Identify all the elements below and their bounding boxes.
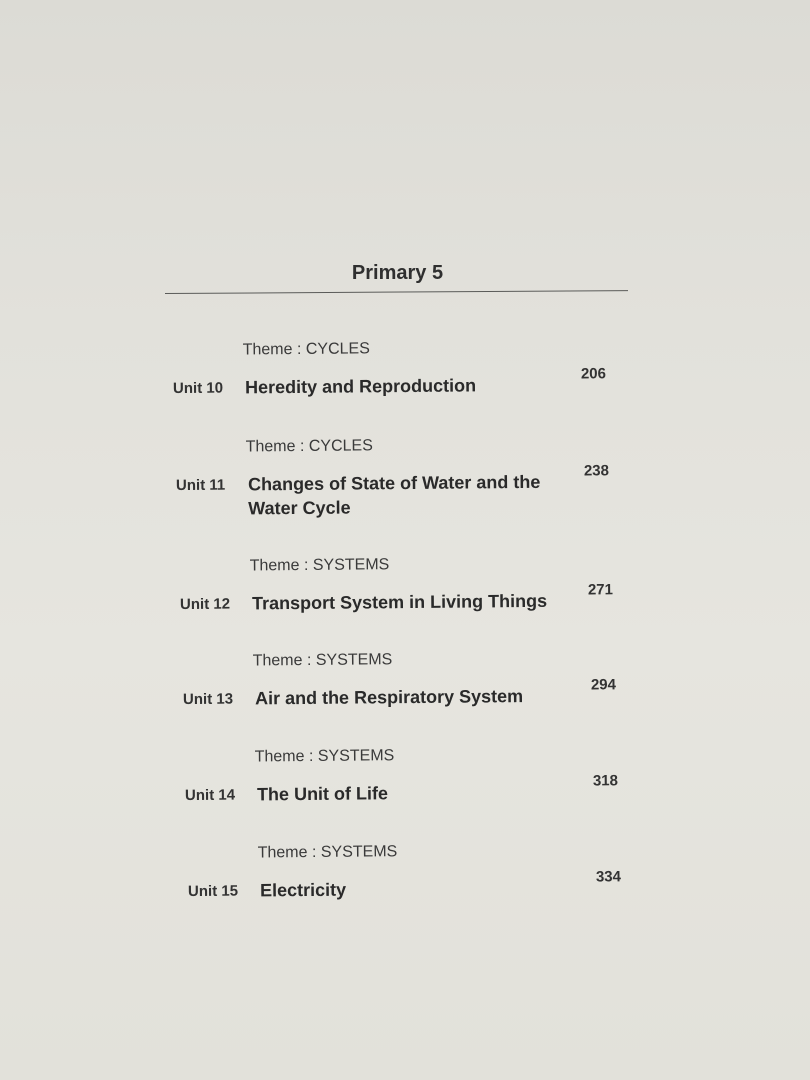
unit-title: Electricity (259, 879, 347, 901)
unit-number: Unit 12 (179, 595, 231, 614)
theme-label: Theme : SYSTEMS (257, 843, 398, 862)
theme-label: Theme : SYSTEMS (249, 556, 390, 575)
unit-number: Unit 10 (172, 379, 224, 398)
toc-entry-unit-11 (176, 435, 647, 529)
page-number: 271 (587, 581, 614, 599)
unit-number: Unit 11 (175, 476, 226, 495)
toc-entry-unit-10 (173, 338, 644, 432)
toc-entry-unit-13 (183, 649, 654, 743)
unit-number: Unit 14 (184, 786, 236, 805)
unit-title: Changes of State of Water and the Water Cycle (247, 471, 541, 519)
page-number: 294 (590, 676, 617, 694)
theme-label: Theme : CYCLES (245, 437, 373, 456)
toc-entry-unit-14 (185, 745, 656, 839)
toc-entry-unit-15 (188, 841, 659, 935)
unit-title: Transport System in Living Things (251, 590, 548, 614)
toc-entry-unit-12 (180, 554, 651, 648)
unit-title: The Unit of Life (256, 783, 389, 805)
page-title: Primary 5 (351, 262, 444, 284)
unit-number: Unit 13 (182, 690, 234, 709)
unit-title: Heredity and Reproduction (244, 375, 477, 398)
page-number: 206 (580, 365, 607, 383)
page-number: 318 (592, 772, 619, 790)
theme-label: Theme : CYCLES (242, 340, 370, 359)
theme-label: Theme : SYSTEMS (254, 747, 395, 766)
page-number: 238 (583, 462, 610, 480)
theme-label: Theme : SYSTEMS (252, 651, 393, 670)
unit-number: Unit 15 (187, 882, 239, 901)
page-number: 334 (595, 868, 622, 886)
unit-title: Air and the Respiratory System (254, 686, 524, 709)
